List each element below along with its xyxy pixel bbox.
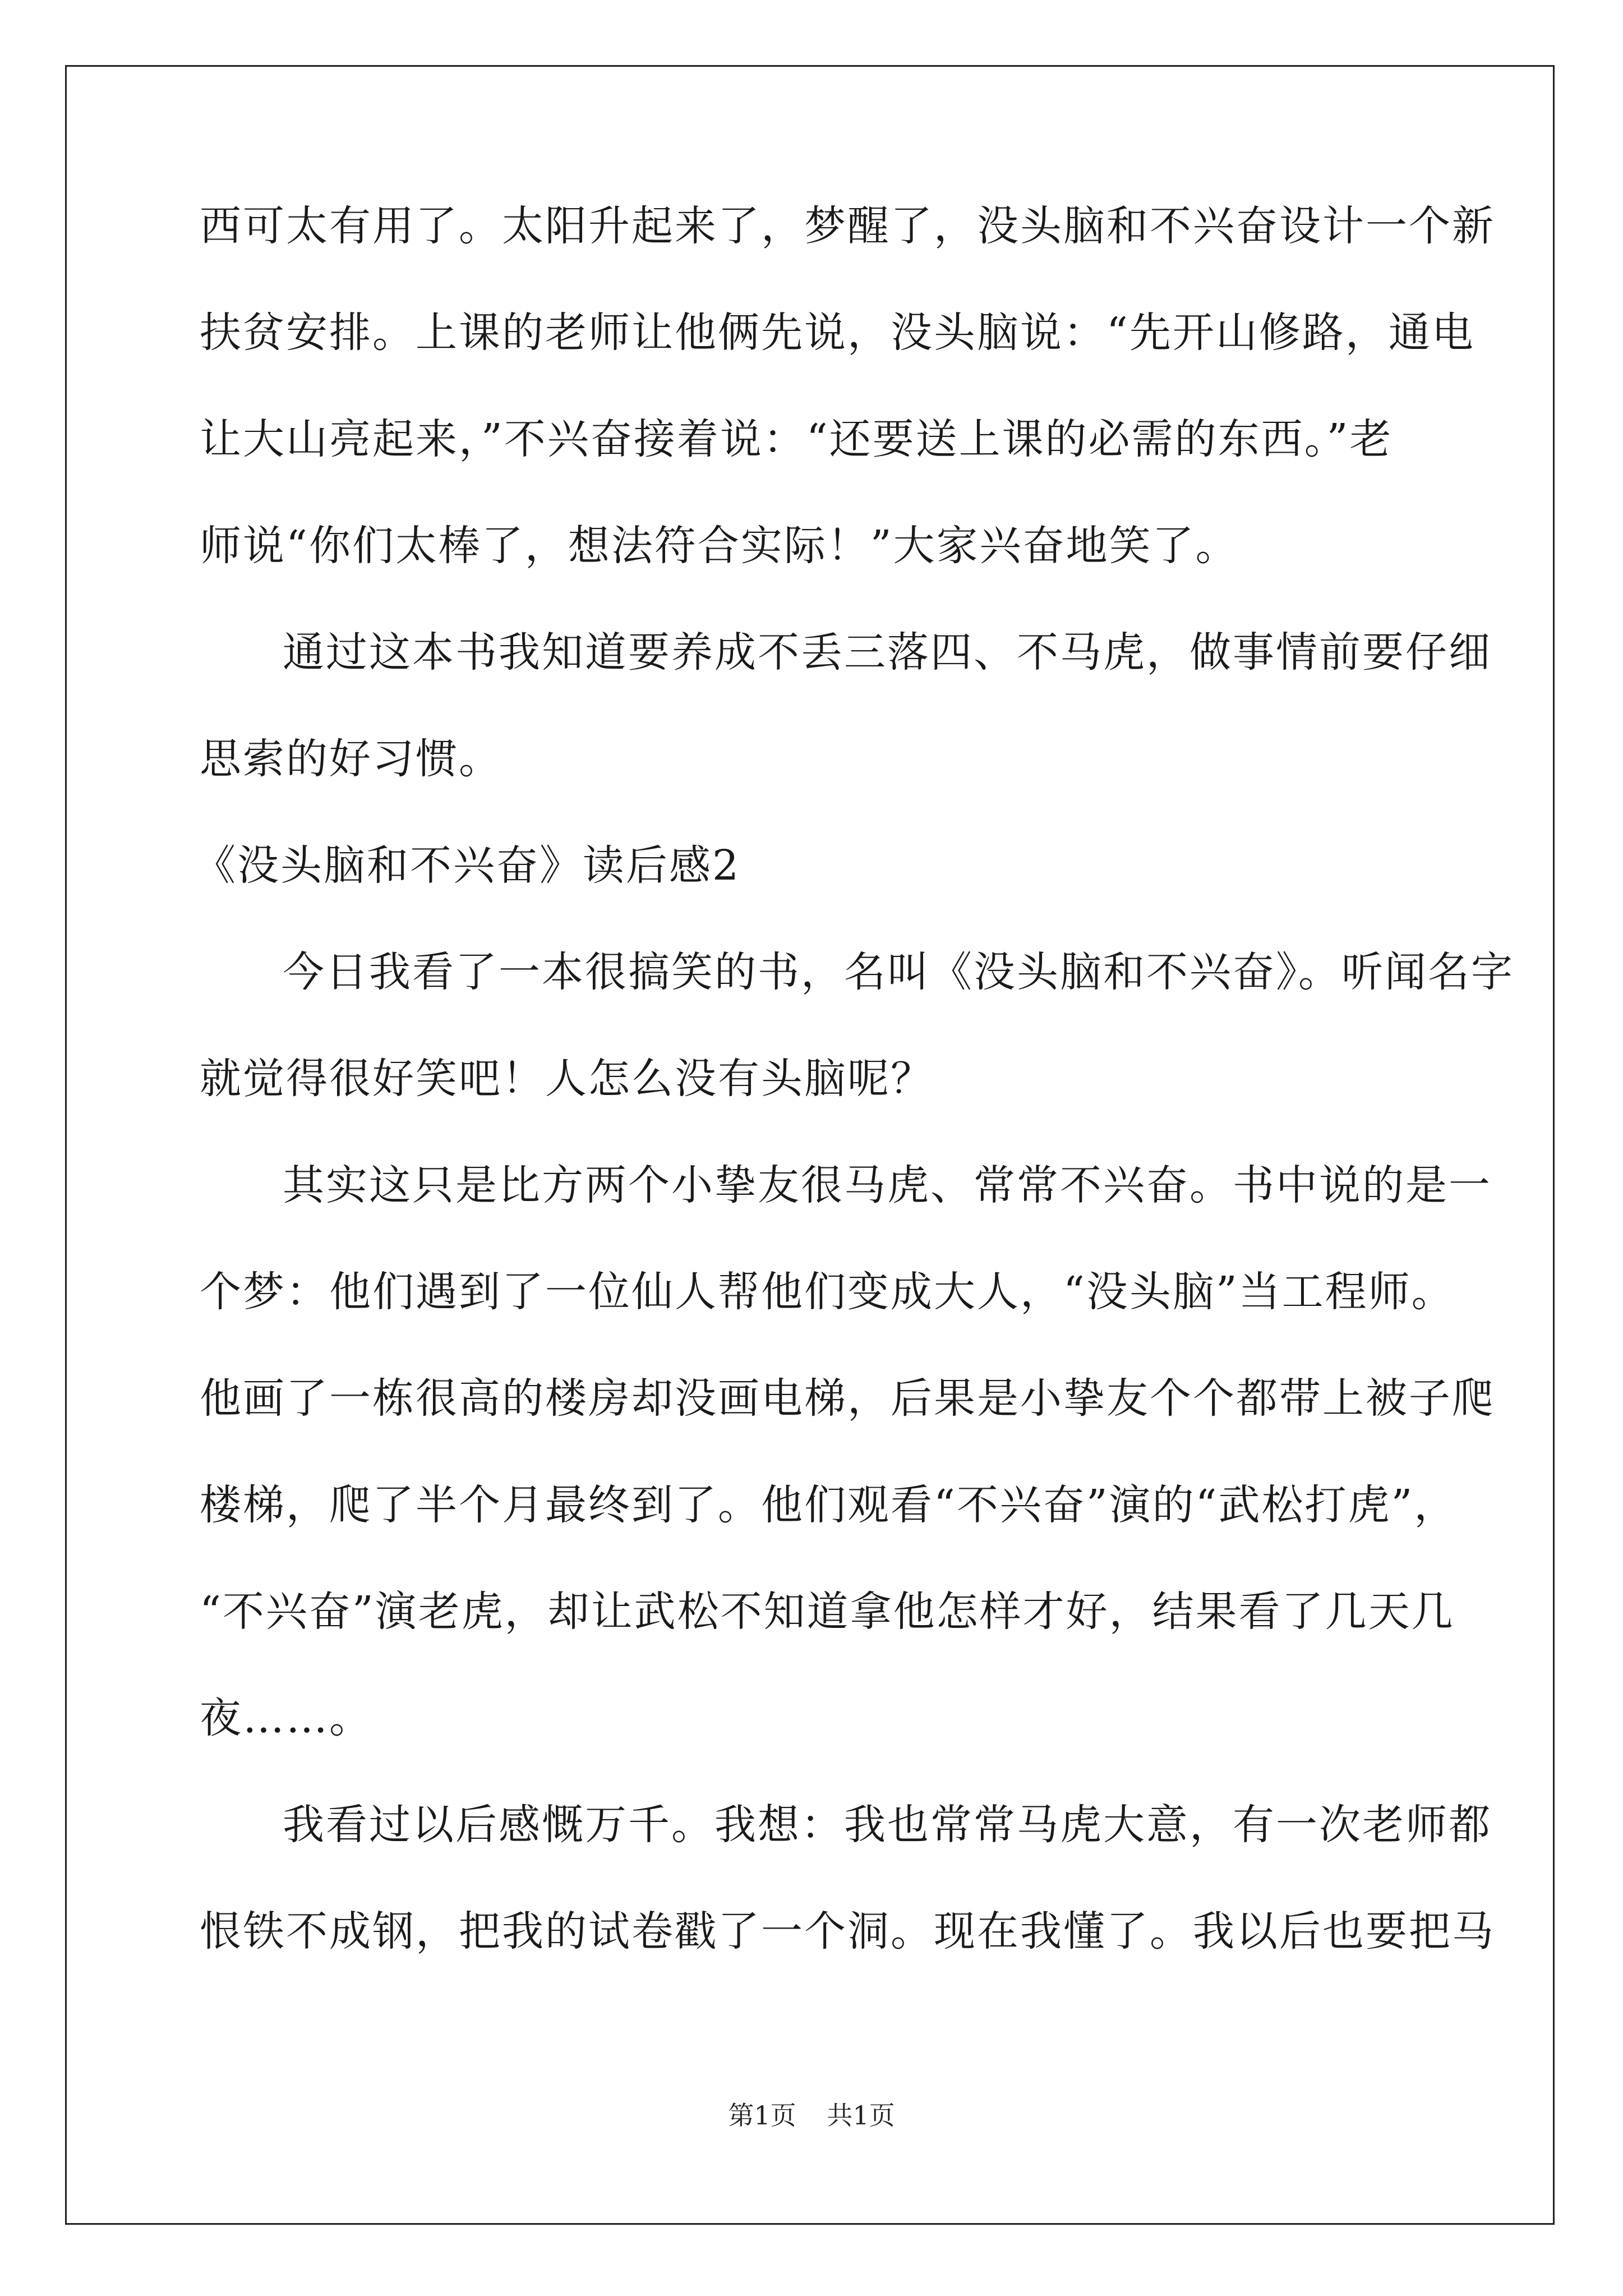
paragraph: [200, 626, 1492, 786]
page-number: 第1页: [728, 2100, 796, 2131]
text-line: 他画了一栋很高的楼房却没画电梯，后果是小挚友个个都带上被子爬: [200, 1374, 1495, 1423]
page-total: 共1页: [827, 2100, 895, 2131]
paragraph: [200, 1798, 1495, 1958]
text-line: 个梦：他们遇到了一位仙人帮他们变成大人，“没头脑”当工程师。: [200, 1268, 1455, 1316]
section-title: 《没头脑和不兴奋》读后感2: [194, 841, 741, 890]
paragraph: [200, 946, 1514, 1106]
text-line: 让大山亮起来，”不兴奋接着说：“还要送上课的必需的东西。”老: [200, 415, 1393, 463]
text-line: 师说“你们太棒了，想法符合实际！”大家兴奋地笑了。: [200, 522, 1239, 570]
paragraph: [200, 200, 1495, 573]
text-line: “不兴奋”演老虎，却让武松不知道拿他怎样才好，结果看了几天几: [200, 1588, 1455, 1636]
text-line: 其实这只是比方两个小挚友很马虎、常常不兴奋。书中说的是一: [283, 1161, 1492, 1209]
text-line: 西可太有用了。太阳升起来了，梦醒了，没头脑和不兴奋设计一个新: [200, 202, 1495, 250]
text-line: 我看过以后感慨万千。我想：我也常常马虎大意，有一次老师都: [283, 1801, 1492, 1849]
text-line: 恨铁不成钢，把我的试卷戳了一个洞。现在我懂了。我以后也要把马: [200, 1907, 1495, 1955]
text-line: 通过这本书我知道要养成不丢三落四、不马虎，做事情前要仔细: [283, 628, 1492, 677]
text-line: 就觉得很好笑吧！人怎么没有头脑呢？: [200, 1055, 934, 1103]
text-line: 今日我看了一本很搞笑的书，名叫《没头脑和不兴奋》。听闻名字: [283, 948, 1514, 996]
text-line: 夜……。: [200, 1694, 372, 1742]
text-line: 楼梯，爬了半个月最终到了。他们观看“不兴奋”演的“武松打虎”，: [200, 1481, 1458, 1529]
text-line: 扶贫安排。上课的老师让他俩先说，没头脑说：“先开山修路，通电: [200, 309, 1475, 357]
paragraph: [200, 1159, 1495, 1745]
page-footer: [0, 2099, 1623, 2132]
document-body: [194, 200, 1514, 1958]
text-line: 思索的好习惯。: [200, 735, 502, 783]
